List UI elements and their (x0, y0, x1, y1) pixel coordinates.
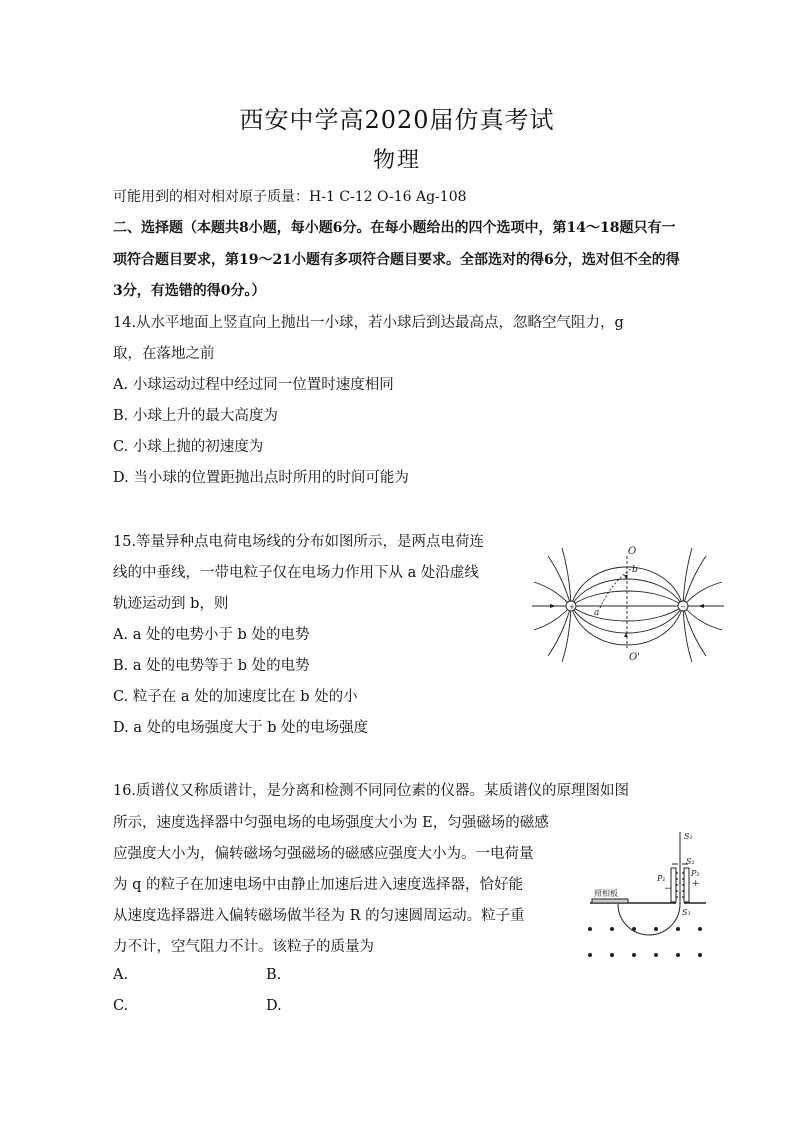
q14-option-b: B. 小球上升的最大高度为 (113, 408, 278, 424)
q16-stem-line-1: 16.质谱仪又称质谱计，是分离和检测不同同位素的仪器。某质谱仪的原理图如图 (113, 783, 630, 799)
q16-stem-line-6: 力不计，空气阻力不计。该粒子的质量为 (113, 939, 374, 955)
label-a: a (594, 608, 600, 618)
q16-stem-line-4: 为 q 的粒子在加速电场中由静止加速后进入速度选择器，恰好能 (113, 877, 523, 893)
section-line-2: 项符合题目要求，第19～21小题有多项符合题目要求。全部选对的得6分，选对但不全的得 (113, 252, 680, 268)
subject-title: 物理 (372, 148, 421, 173)
label-p1: P₁ (657, 874, 666, 883)
label-o-bottom: O' (629, 652, 640, 663)
q15-option-b: B. a 处的电势等于 b 处的电势 (113, 658, 310, 674)
label-b: b (632, 565, 638, 575)
q16-option-c: C. (113, 998, 129, 1014)
electric-field-diagram (528, 542, 728, 664)
q16-option-a: A. (113, 967, 129, 983)
mass-spectrometer-diagram (582, 828, 712, 964)
q16-option-b: B. (266, 967, 282, 983)
q15-stem-line-2: 线的中垂线，一带电粒子仅在电场力作用下从 a 处沿虚线 (113, 565, 479, 581)
q14-option-d: D. 当小球的位置距抛出点时所用的时间可能为 (113, 470, 409, 486)
label-photo-plate: 照相板 (594, 889, 618, 898)
q14-stem-line-1: 14.从水平地面上竖直向上抛出一小球，若小球后到达最高点，忽略空气阻力，g (113, 315, 624, 331)
q15-option-c: C. 粒子在 a 处的加速度比在 b 处的小 (113, 689, 358, 705)
q16-stem-line-3: 应强度大小为，偏转磁场匀强磁场的磁感应强度大小为。一电荷量 (113, 846, 534, 862)
section-line-1: 二、选择题（本题共8小题，每小题6分。在每小题给出的四个选项中，第14～18题只有一 (113, 220, 676, 236)
q16-stem-line-2: 所示，速度选择器中匀强电场的电场强度大小为 E，匀强磁场的磁感 (113, 815, 549, 831)
label-plus: + (692, 879, 700, 889)
exam-title: 西安中学高2020届仿真考试 (239, 106, 555, 134)
label-p2: P₂ (691, 869, 700, 878)
label-s2: S₂ (686, 857, 695, 866)
q16-stem-line-5: 从速度选择器进入偏转磁场做半径为 R 的匀速圆周运动。粒子重 (113, 908, 525, 924)
q15-stem-line-1: 15.等量异种点电荷电场线的分布如图所示，是两点电荷连 (113, 534, 485, 550)
section-line-3: 3分，有选错的得0分。） (113, 283, 266, 299)
atomic-mass-line: 可能用到的相对相对原子质量：H-1 C-12 O-16 Ag-108 (113, 189, 467, 205)
label-minus: − (664, 884, 672, 894)
q15-stem-line-3: 轨迹运动到 b，则 (113, 596, 229, 612)
q16-option-d: D. (266, 998, 282, 1014)
q15-option-a: A. a 处的电势小于 b 处的电势 (113, 627, 310, 643)
q14-option-a: A. 小球运动过程中经过同一位置时速度相同 (113, 377, 394, 393)
q14-stem-line-2: 取，在落地之前 (113, 346, 215, 362)
svg-text:+: + (569, 603, 575, 611)
q14-option-c: C. 小球上抛的初速度为 (113, 439, 264, 455)
label-s3: S₃ (682, 908, 691, 917)
svg-text:−: − (680, 603, 686, 611)
q15-option-d: D. a 处的电场强度大于 b 处的电场强度 (113, 720, 369, 736)
label-o-top: O (628, 546, 637, 557)
label-s1-top: S₁ (684, 832, 693, 841)
